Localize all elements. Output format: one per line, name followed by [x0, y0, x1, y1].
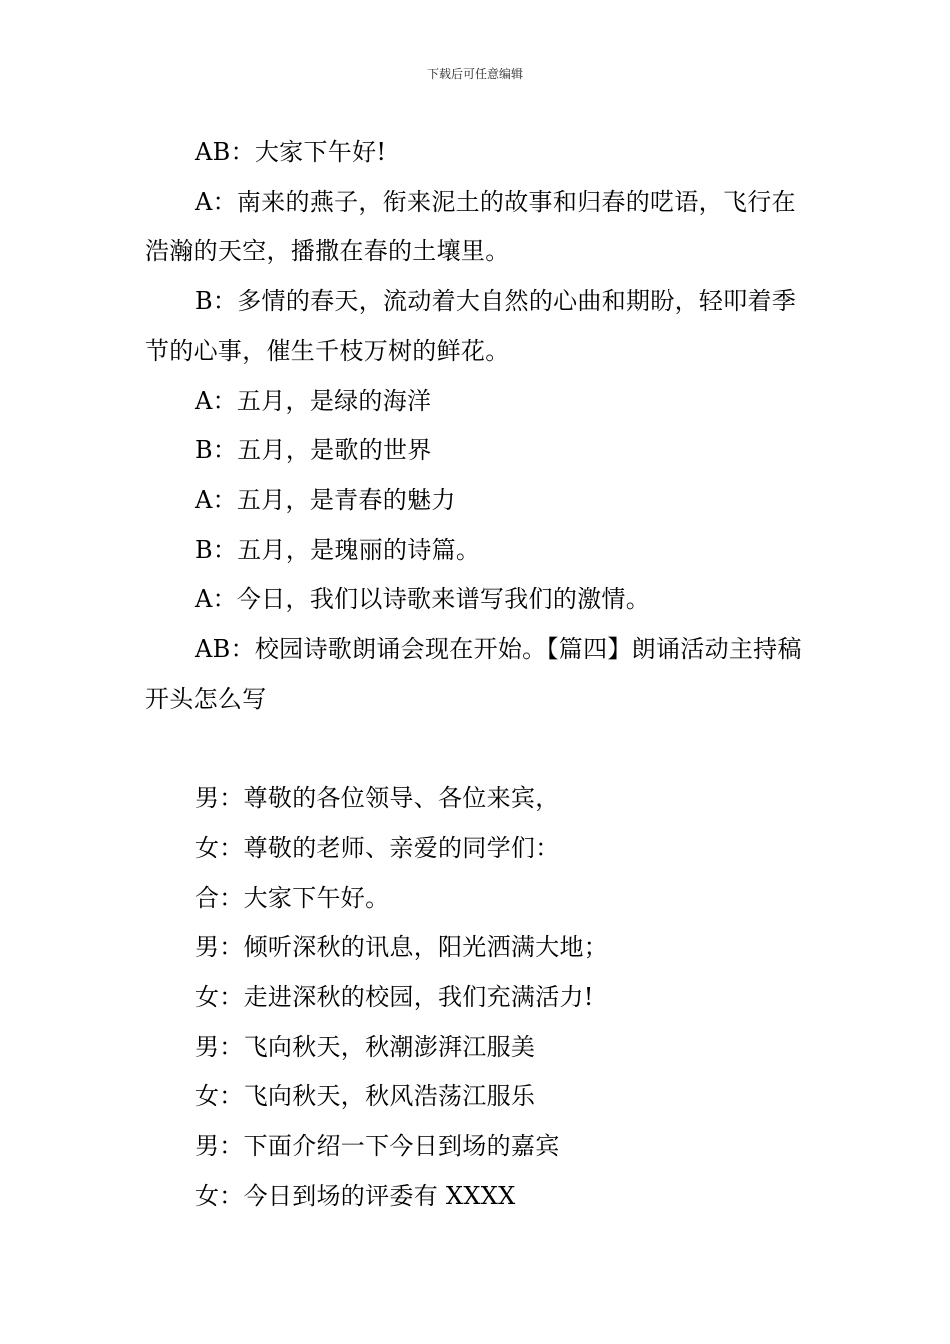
paragraph: AB：校园诗歌朗诵会现在开始。【篇四】朗诵活动主持稿开头怎么写 [145, 635, 802, 713]
paragraph: 男：尊敬的各位领导、各位来宾， [195, 784, 560, 813]
paragraph: B：五月，是瑰丽的诗篇。 [195, 535, 481, 564]
paragraph: AB：大家下午好! [195, 138, 387, 166]
page-header: 下载后可任意编辑 [426, 67, 523, 81]
document-body [145, 128, 810, 1221]
paragraph: B：五月，是歌的世界 [195, 436, 432, 465]
paragraph: 女：今日到场的评委有 XXXX [195, 1181, 516, 1210]
paragraph: 女：尊敬的老师、亲爱的同学们： [195, 833, 560, 862]
paragraph: 女：走进深秋的校园，我们充满活力! [195, 982, 594, 1011]
paragraph: A：南来的燕子，衔来泥土的故事和归春的呓语，飞行在浩瀚的天空，播撒在春的土壤里。 [145, 187, 796, 266]
paragraph: 男：飞向秋天，秋潮澎湃江服美 [195, 1032, 536, 1061]
paragraph: 女：飞向秋天，秋风浩荡江服乐 [195, 1082, 536, 1111]
paragraph: A：五月，是绿的海洋 [195, 386, 432, 415]
paragraph: 男：倾听深秋的讯息，阳光洒满大地； [195, 933, 609, 962]
paragraph: A：五月，是青春的魅力 [195, 485, 456, 514]
paragraph: B：多情的春天，流动着大自然的心曲和期盼，轻叩着季节的心事，催生千枝万树的鲜花。 [145, 287, 797, 365]
paragraph: A：今日，我们以诗歌来谱写我们的激情。 [195, 585, 651, 614]
paragraph: 男：下面介绍一下今日到场的嘉宾 [195, 1132, 560, 1161]
paragraph: 合：大家下午好。 [195, 883, 390, 912]
blank-line [145, 724, 810, 774]
